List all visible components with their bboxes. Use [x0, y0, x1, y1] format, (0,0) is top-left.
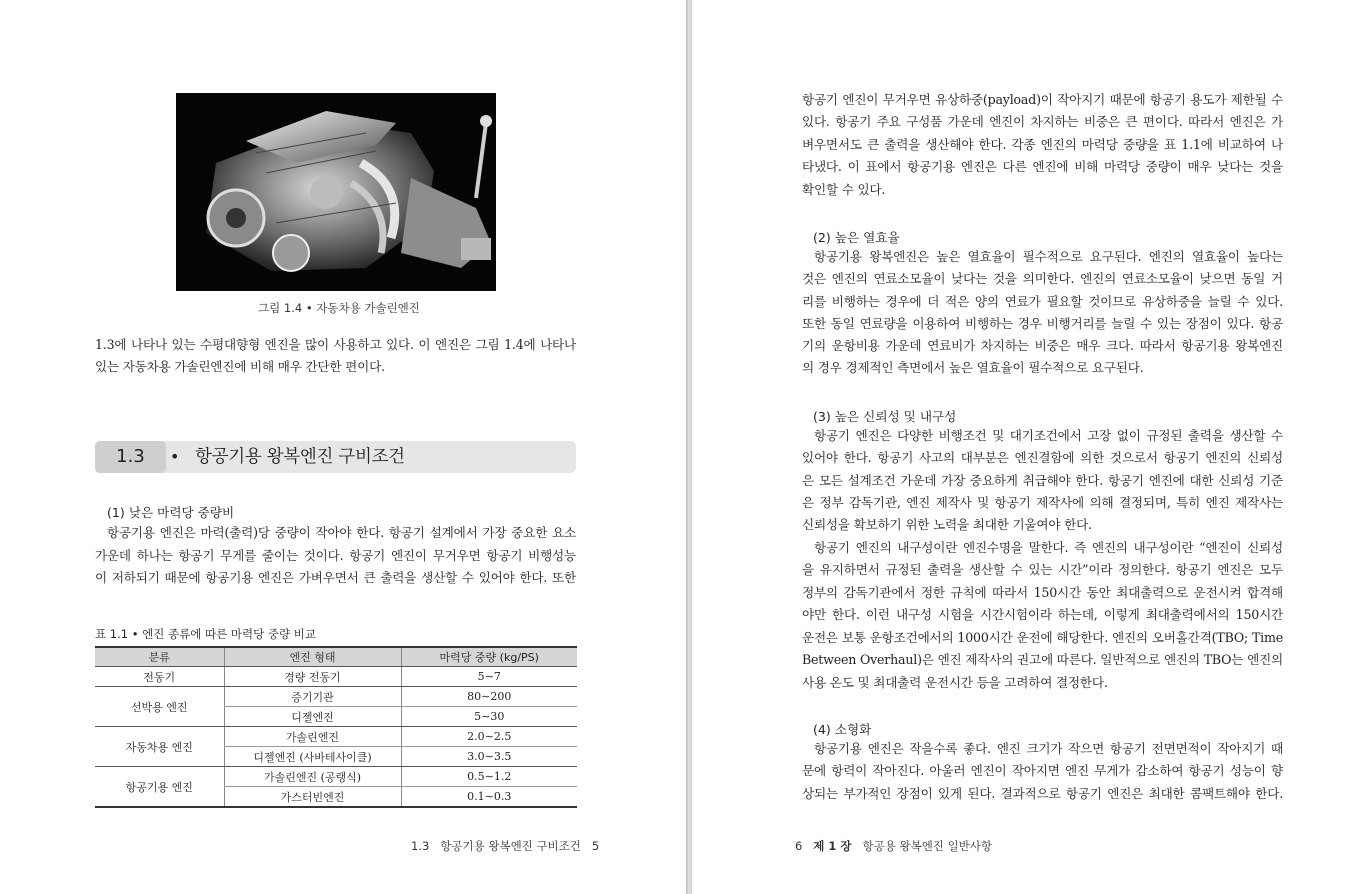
table-cell-type: 경량 전동기: [224, 667, 401, 687]
right-page-footer: [795, 838, 992, 854]
table-cell-value: 2.0∼2.5: [401, 727, 577, 747]
table-cell-type: 가솔린엔진: [224, 727, 401, 747]
section-title: 항공기용 왕복엔진 구비조건: [195, 447, 405, 467]
footer-chapter: 제 1 장: [813, 839, 852, 853]
table-row: [95, 687, 577, 707]
sub3-line-5: 신뢰성을 확보하기 위한 노력을 최대한 기울여야 한다.: [802, 517, 1092, 532]
sub2-line-3: 리를 비행하는 경우에 더 적은 양의 연료가 필요할 것이므로 유상하중을 늘릴 수 있다.: [802, 294, 1283, 309]
subheading-3: (3) 높은 신뢰성 및 내구성: [813, 409, 957, 424]
table-cell-type: 디젤엔진: [224, 707, 401, 727]
sub3-line-10: 운전은 보통 운항조건에서의 1000시간 운전에 해당한다. 엔진의 오버홀간격(TBO; Time: [802, 630, 1283, 645]
sub1-line-1: 항공기용 엔진은 마력(출력)당 중량이 작아야 한다. 항공기 설계에서 가장 중요한 요소: [107, 525, 576, 540]
table-cell-type: 증기기관: [224, 687, 401, 707]
subheading-4: (4) 소형화: [813, 722, 872, 737]
table-cell-value: 80∼200: [401, 687, 577, 707]
sub1-line-3: 이 저하되기 때문에 항공기용 엔진은 가벼우면서 큰 출력을 생산할 수 있어야 한다. 또한: [95, 570, 576, 585]
intro-line-1: 1.3에 나타나 있는 수평대향형 엔진을 많이 사용하고 있다. 이 엔진은 그림 1.4에 나타나: [95, 337, 576, 352]
table-row: [95, 667, 577, 687]
subheading-2: (2) 높은 열효율: [813, 230, 900, 245]
footer-section-number: 1.3: [411, 839, 430, 853]
p0-line-3: 벼우면서도 큰 출력을 생산해야 한다. 각종 엔진의 마력당 중량을 표 1.1에 비교하여 나: [802, 137, 1283, 152]
table-cell-category: 항공기용 엔진: [95, 767, 224, 808]
intro-line-2: 있는 자동차용 가솔린엔진에 비해 매우 간단한 편이다.: [95, 359, 385, 374]
table-header: 마력당 중량 (kg/PS): [401, 647, 577, 667]
sub2-line-4: 또한 동일 연료량을 이용하여 비행하는 경우 비행거리를 늘릴 수 있는 장점이 있다. 항공: [802, 316, 1283, 331]
sub4-line-1: 항공기용 엔진은 작을수록 좋다. 엔진 크기가 작으면 항공기 전면면적이 작아지기 때: [814, 741, 1283, 756]
table-title: 표 1.1 • 엔진 종류에 따른 마력당 중량 비교: [95, 627, 316, 641]
table-cell-category: 선박용 엔진: [95, 687, 224, 727]
sub2-line-6: 의 경우 경제적인 측면에서 높은 열효율이 필수적으로 요구된다.: [802, 360, 1144, 375]
table-cell-value: 0.5∼1.2: [401, 767, 577, 787]
footer-section-title: 항공기용 왕복엔진 구비조건: [440, 839, 581, 853]
sub3-line-11: Between Overhaul)은 엔진 제작사의 권고에 따른다. 일반적으로 엔진의 TBO는 엔진의: [802, 652, 1283, 667]
table-cell-value: 5∼30: [401, 707, 577, 727]
sub3-line-9: 야만 한다. 이런 내구성 시험을 시간시험이라 하는데, 이렇게 최대출력에서의 150시간: [802, 607, 1283, 622]
table-row: [95, 727, 577, 747]
sub3-line-2: 있어야 한다. 항공기 사고의 대부분은 엔진결함에 의한 것으로서 항공기 엔진의 신뢰성: [802, 450, 1283, 465]
sub2-line-1: 항공기용 왕복엔진은 높은 열효율이 필수적으로 요구된다. 엔진의 열효율이 높다는: [814, 249, 1283, 264]
table-cell-category: 전동기: [95, 667, 224, 687]
p0-line-4: 타냈다. 이 표에서 항공기용 엔진은 다른 엔진에 비해 마력당 중량이 매우 낮다는 것을: [802, 159, 1283, 174]
sub3-line-8: 정부의 감독기관에서 정한 규칙에 따라서 150시간 동안 최대출력으로 운전시켜 합격해: [802, 585, 1283, 600]
sub4-line-3: 상되는 부가적인 장점이 있게 된다. 결과적으로 항공기 엔진은 최대한 콤팩트해야 한다.: [802, 786, 1283, 801]
sub3-line-6: 항공기 엔진의 내구성이란 엔진수명을 말한다. 즉 엔진의 내구성이란 “엔진이 신뢰성: [814, 540, 1283, 555]
sub3-line-7: 을 유지하면서 규정된 출력을 생산할 수 있는 시간”이라 정의한다. 항공기 엔진은 모두: [802, 562, 1283, 577]
p0-line-5: 확인할 수 있다.: [802, 182, 886, 197]
page-number: 6: [795, 839, 803, 853]
right-page: [692, 0, 1371, 894]
table-cell-value: 3.0∼3.5: [401, 747, 577, 767]
table-cell-type: 가스터빈엔진: [224, 787, 401, 808]
weight-per-power-table: [95, 646, 577, 808]
sub3-line-12: 사용 온도 및 최대출력 운전시간 등을 고려하여 결정한다.: [802, 675, 1108, 690]
sub3-line-4: 은 정부 감독기관, 엔진 제작사 및 항공기 제작사에 의해 결정되며, 특히 엔진 제작사는: [802, 495, 1283, 510]
table-header-row: [95, 647, 577, 667]
sub3-line-1: 항공기 엔진은 다양한 비행조건 및 대기조건에서 고장 없이 규정된 출력을 생산할 수: [814, 428, 1283, 443]
table-cell-type: 디젤엔진 (사바테사이클): [224, 747, 401, 767]
table-cell-value: 5∼7: [401, 667, 577, 687]
sub4-line-2: 문에 항력이 작아진다. 아울러 엔진이 작아지면 엔진 무게가 감소하여 항공기 성능이 향: [802, 763, 1283, 778]
sub1-line-2: 가운데 하나는 항공기 무게를 줄이는 것이다. 항공기 엔진이 무거우면 항공기 비행성능: [95, 548, 576, 563]
engine-photo: [176, 93, 496, 291]
table-row: [95, 767, 577, 787]
section-bullet: •: [170, 447, 180, 466]
p0-line-1: 항공기 엔진이 무거우면 유상하중(payload)이 작아지기 때문에 항공기 용도가 제한될 수: [802, 92, 1283, 107]
subheading-1: (1) 낮은 마력당 중량비: [107, 505, 235, 520]
sub2-line-5: 기의 운항비용 가운데 연료비가 차지하는 비중은 매우 크다. 따라서 항공기용 왕복엔진: [802, 338, 1283, 353]
section-number: 1.3: [95, 441, 166, 473]
footer-chapter-title: 항공용 왕복엔진 일반사항: [862, 839, 993, 853]
sub2-line-2: 것은 엔진의 연료소모율이 낮다는 것을 의미한다. 엔진의 연료소모율이 낮으면 동일 거: [802, 271, 1283, 286]
figure-caption: 그림 1.4 • 자동차용 가솔린엔진: [258, 301, 420, 315]
page-number: 5: [591, 839, 600, 853]
table-header: 분류: [95, 647, 224, 667]
left-page-footer: [411, 838, 599, 854]
table-cell-value: 0.1∼0.3: [401, 787, 577, 808]
p0-line-2: 있다. 항공기 주요 구성품 가운데 엔진이 차지하는 비중은 큰 편이다. 따라서 엔진은 가: [802, 114, 1283, 129]
table-header: 엔진 형태: [224, 647, 401, 667]
table-cell-category: 자동차용 엔진: [95, 727, 224, 767]
sub3-line-3: 은 모든 설계조건 가운데 가장 중요하게 취급해야 한다. 항공기 엔진에 대한 신뢰성 기준: [802, 473, 1283, 488]
table-cell-type: 가솔린엔진 (공랭식): [224, 767, 401, 787]
